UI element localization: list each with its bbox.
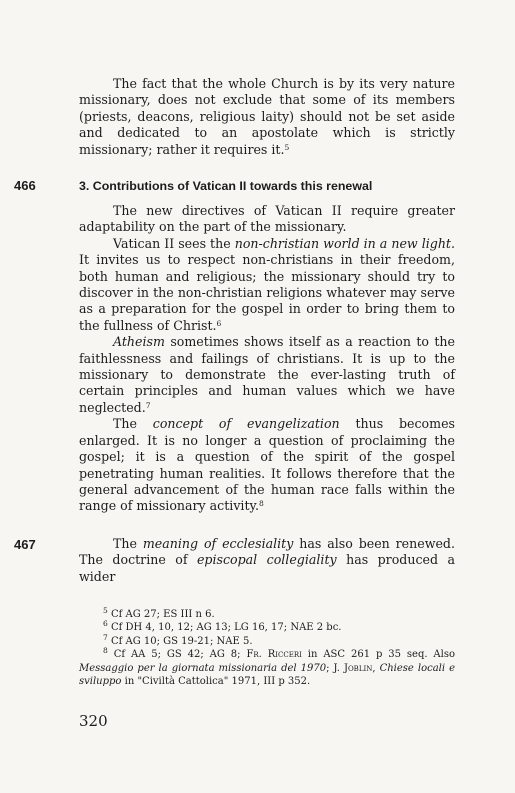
footnote-ref: 7 xyxy=(145,400,151,410)
margin-number: 467 xyxy=(14,537,36,552)
footnote-5: $^5$ Cf AG 27; ES III n 6. xyxy=(103,606,215,620)
footnote-8: $^8$ Cf AA 5; GS 42; AG 8; Fr. Ricceri in ASC 261 p 35 seq. Also Messaggio per la giornata missionaria del 1970; J. Joblin, Chiese locali e sviluppo in "Civiltà Cattolica" 1971, III p 352. xyxy=(79,646,456,688)
body-text xyxy=(79,203,455,515)
footnote-ref: 8 xyxy=(258,499,264,509)
paragraph-directives: The new directives of Vatican II require greater adaptability on the part of the missionary. xyxy=(79,203,455,235)
footnote-ref: 6 xyxy=(216,318,222,328)
paragraph-evangelization: The concept of evangelization thus becomes enlarged. It is no longer a question of proclaiming the gospel; it is a question of the spirit of the gospel penetrating human realities. It follows therefore that the general advancement of the human race falls within the range of missionary activity.$^8$ xyxy=(79,416,455,514)
footnotes xyxy=(79,608,455,688)
intro-paragraph: The fact that the whole Church is by its very nature missionary, does not exclude that some of its members (priests, deacons, religious laity) should not be set aside and dedicated to an apostolate which is strictly missionary; rather it requires it.$^5$ xyxy=(79,76,455,157)
footnote-6: $^6$ Cf DH 4, 10, 12; AG 13; LG 16, 17; NAE 2 bc. xyxy=(103,619,342,634)
paragraph-ecclesiality: The meaning of ecclesiality has also been renewed. The doctrine of episcopal collegiality has produced a wider xyxy=(79,536,455,584)
paragraph-new-light: Vatican II sees the non-christian world in a new light. It invites us to respect non-christians in their freedom, both human and religious; the missionary should try to discover in the non-christian religions whatever may serve as a preparation for the gospel in order to bring them to the fullness of Christ.$^6$ xyxy=(79,235,455,333)
body-text-continued xyxy=(79,536,455,585)
footnote-7: $^7$ Cf AG 10; GS 19-21; NAE 5. xyxy=(103,632,253,647)
margin-number: 466 xyxy=(14,178,36,193)
page-number: 320 xyxy=(79,712,108,730)
footnote-ref: 5 xyxy=(284,142,290,152)
paragraph-atheism: Atheism sometimes shows itself as a reaction to the faithlessness and failings of christians. It is up to the missionary to demonstrate the ever-lasting truth of certain principles and human values which we have neglected.$^7$ xyxy=(79,334,455,415)
section-heading: 3. Contributions of Vatican II towards this renewal xyxy=(79,179,373,193)
